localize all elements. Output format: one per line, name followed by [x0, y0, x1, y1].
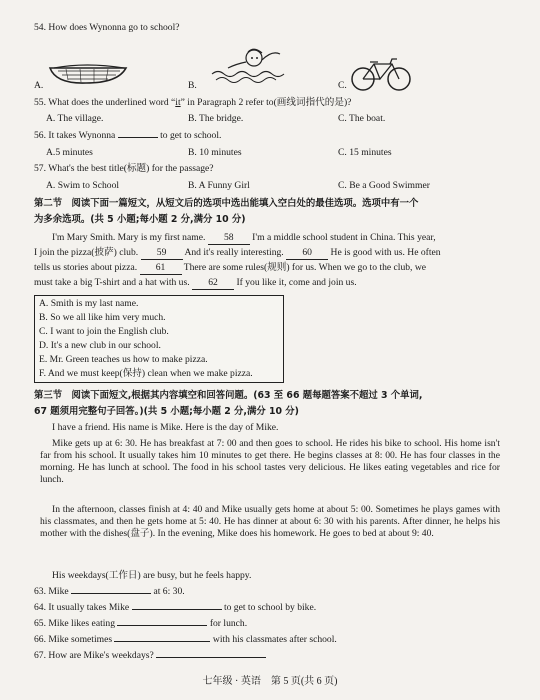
q54-option-b-label: B.: [188, 80, 197, 91]
bicycle-icon: [350, 56, 412, 92]
q55-stem: 55. What does the underlined word “it” in Paragraph 2 refer to(画线词指代的是)?: [34, 97, 352, 108]
box-option-a: A. Smith is my last name.: [39, 298, 139, 309]
box-option-d: D. It's a new club in our school.: [39, 340, 161, 351]
q56-option-b: B. 10 minutes: [188, 147, 242, 158]
q55-option-b: B. The bridge.: [188, 113, 244, 124]
box-option-c: C. I want to join the English club.: [39, 326, 169, 337]
section3-header-line2: 67 题须用完整句子回答。)(共 5 小题;每小题 2 分,满分 10 分): [34, 406, 299, 417]
cloze-line-3: tells us stories about pizza. 61 There are some rules(规则) for us. When we go to the club, we: [34, 262, 427, 273]
q54-stem: 54. How does Wynonna go to school?: [34, 22, 180, 33]
section2-header-line1: 第二节 阅读下面一篇短文，从短文后的选项中选出能填入空白处的最佳选项。选项中有一个: [34, 198, 419, 209]
q66: 66. Mike sometimes with his classmates after school.: [34, 634, 337, 645]
q55-option-c: C. The boat.: [338, 113, 386, 124]
cloze-line-4: must take a big T-shirt and a hat with us. 62 If you like it, come and join us.: [34, 277, 357, 288]
q55-option-a: A. The village.: [46, 113, 104, 124]
q56-option-a: A.5 minutes: [46, 147, 93, 158]
underlined-word: it: [175, 97, 181, 108]
q65: 65. Mike likes eating for lunch.: [34, 618, 248, 629]
q67: 67. How are Mike's weekdays?: [34, 650, 266, 662]
q54-option-a-label: A.: [34, 80, 44, 91]
q56-option-c: C. 15 minutes: [338, 147, 392, 158]
q63: 63. Mike at 6: 30.: [34, 586, 185, 597]
cloze-line-1: I'm Mary Smith. Mary is my first name. 58 I'm a middle school student in China. This year,: [52, 232, 436, 243]
swimmer-icon: [206, 44, 292, 88]
q57-option-a: A. Swim to School: [46, 180, 120, 191]
q57-stem: 57. What's the best title(标题) for the passage?: [34, 163, 214, 174]
cloze-line-2: I join the pizza(披萨) club. 59 And it's really interesting. 60 He is good with us. He often: [34, 247, 441, 258]
passage-para-3: In the afternoon, classes finish at 4: 40 and Mike usually gets home at about 5: 00. Sometimes he plays games with his classmates, and then he gets home at 5: 40. He has dinner at about 6: 30 with his parents. After dinner, he helps his mother with the dishes(盘子). In the evening, Mike does his homework. He goes to bed at about 9: 40.: [40, 504, 500, 539]
passage-para-2: Mike gets up at 6: 30. He has breakfast at 7: 00 and then goes to school. He rides his bike to school. His home isn't far from his school. It usually takes him 10 minutes to get there. He begins classes at 8: 00. He has four classes in the morning. He has lunch at school. The food in his school tastes very delicious. He likes eating vegetables and rice for lunch.: [40, 438, 500, 485]
options-box: [34, 295, 284, 383]
box-option-e: E. Mr. Green teaches us how to make pizza.: [39, 354, 208, 365]
q64: 64. It usually takes Mike to get to school by bike.: [34, 602, 317, 613]
boat-icon: [46, 58, 130, 86]
passage-para-1: I have a friend. His name is Mike. Here is the day of Mike.: [52, 422, 279, 433]
page-footer: 七年级 · 英语 第 5 页(共 6 页): [202, 676, 338, 687]
section3-header-line1: 第三节 阅读下面短文,根据其内容填空和回答问题。(63 至 66 题每题答案不超过 3 个单词,: [34, 390, 423, 401]
box-option-b: B. So we all like him very much.: [39, 312, 166, 323]
q57-option-c: C. Be a Good Swimmer: [338, 180, 430, 191]
q57-option-b: B. A Funny Girl: [188, 180, 250, 191]
section2-header-line2: 为多余选项。(共 5 小题;每小题 2 分,满分 10 分): [34, 214, 246, 225]
box-option-f: F. And we must keep(保持) clean when we make pizza.: [39, 368, 253, 379]
q54-option-c-label: C.: [338, 80, 347, 91]
passage-para-4: His weekdays(工作日) are busy, but he feels happy.: [52, 570, 252, 581]
q56-stem: 56. It takes Wynonna to get to school.: [34, 130, 222, 141]
